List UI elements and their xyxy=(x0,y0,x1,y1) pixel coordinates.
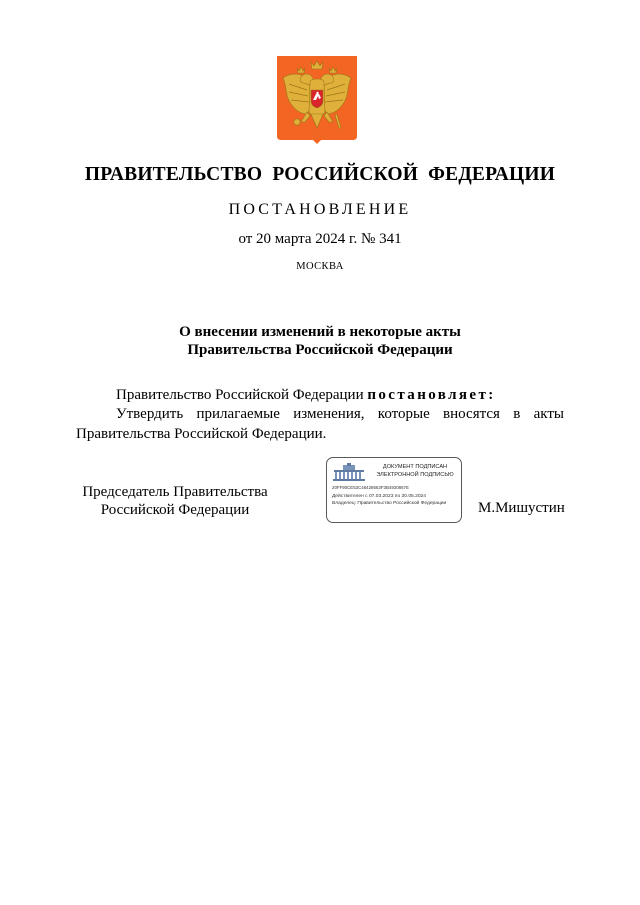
coat-of-arms-emblem xyxy=(277,56,357,144)
double-headed-eagle-icon xyxy=(277,56,357,144)
signer-name: М.Мишустин xyxy=(478,500,565,516)
document-type: ПОСТАНОВЛЕНИЕ xyxy=(228,201,412,218)
document-subject xyxy=(0,323,640,359)
government-title: ПРАВИТЕЛЬСТВО РОССИЙСКОЙ ФЕДЕРАЦИИ xyxy=(84,164,556,185)
stamp-owner: Владелец: Правительство Российской Федерации xyxy=(332,501,447,506)
stamp-heading-line-1: ДОКУМЕНТ ПОДПИСАН xyxy=(382,464,448,470)
signer-title-line-2: Российской Федерации xyxy=(100,502,250,518)
signer-title xyxy=(60,483,290,519)
signer-title-line-1: Председатель Правительства xyxy=(82,484,268,500)
stamp-heading-line-2: ЭЛЕКТРОННОЙ ПОДПИСЬЮ xyxy=(376,471,454,478)
subject-line-2: Правительства Российской Федерации xyxy=(187,342,453,358)
document-date-number: от 20 марта 2024 г. № 341 xyxy=(238,231,402,247)
subject-line-1: О внесении изменений в некоторые акты xyxy=(179,324,461,340)
preamble xyxy=(116,387,496,404)
stamp-certificate-serial: 20FF90CE53C46428663F3B4930867E xyxy=(332,485,409,490)
document-city: МОСКВА xyxy=(296,261,344,272)
preamble-text: Правительство Российской Федерации xyxy=(116,387,368,403)
preamble-resolves: постановляет: xyxy=(367,387,496,403)
government-building-icon xyxy=(332,463,366,481)
body-text-line-1: Утвердить прилагаемые изменения, которые вносятся в акты xyxy=(116,406,564,422)
electronic-signature-stamp xyxy=(326,457,462,523)
stamp-validity: Действителен с 07.03.2023 по 30.05.2024 xyxy=(332,494,426,499)
stamp-heading xyxy=(371,464,459,479)
body-text-line-2: Правительства Российской Федерации. xyxy=(76,426,327,442)
